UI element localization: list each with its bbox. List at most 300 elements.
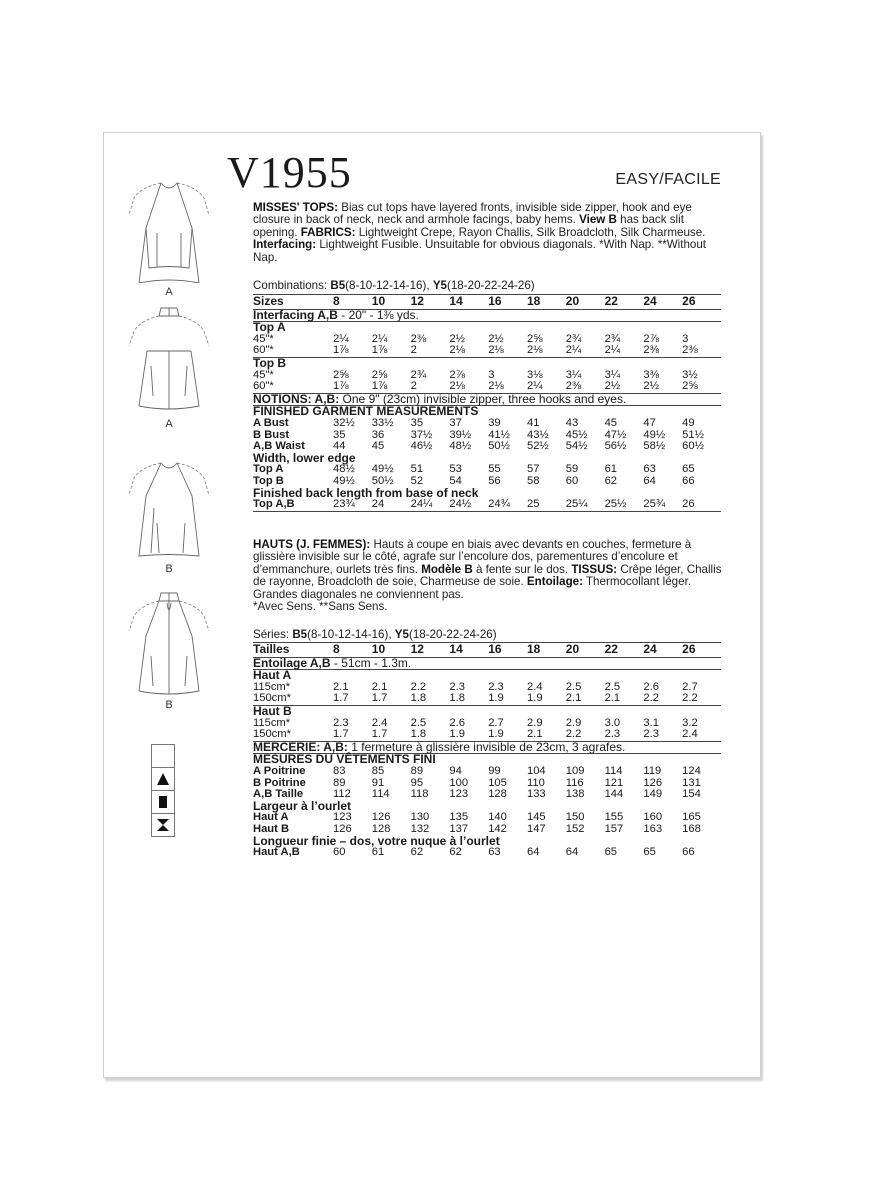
nap-note: *Avec Sens. **Sans Sens.	[253, 600, 388, 614]
value-cell: 2.3	[643, 729, 682, 741]
value-cell: 2½	[643, 381, 682, 393]
value-cell: 2.2	[643, 693, 682, 705]
value-cell: 2⅜	[410, 332, 427, 345]
line-drawings	[104, 133, 234, 1077]
combo-y5: Y5	[394, 628, 409, 641]
size-column-header: 20	[566, 295, 605, 310]
value-cell: 52	[410, 474, 424, 487]
description-text: Hauts à coupe en biais avec devants en couches, fermeture à glissière invisible sur le côté, agrafe sur l’encolure dos, parementures d’encolure et d’emmanchure, ourlets très fins.	[253, 538, 692, 576]
value-cell: 126	[371, 811, 391, 824]
value-cell: 142	[488, 822, 507, 835]
size-column-header: 8	[333, 295, 372, 310]
fabrics-text: Lightweight Crepe, Rayon Challis, Silk Broadcloth, Silk Charmeuse.	[355, 225, 706, 239]
section-label: Haut B	[253, 703, 292, 718]
top-a-section	[253, 322, 721, 334]
difficulty-label: EASY/FACILE	[615, 171, 721, 188]
value-cell: 1.8	[411, 729, 450, 741]
view-label: A	[165, 418, 173, 430]
value-cell: 3¼	[604, 368, 621, 381]
combo-b5: B5	[330, 279, 346, 292]
value-cell: 65	[682, 463, 695, 476]
value-cell: 2.5	[410, 716, 427, 729]
value-cell: 45	[371, 440, 385, 453]
value-cell: 121	[604, 776, 624, 789]
value-cell: 41	[526, 416, 540, 429]
interfacing-value: - 20" - 1⅜ yds.	[337, 307, 419, 322]
value-cell: 3.1	[643, 716, 659, 729]
value-cell: 2.5	[565, 680, 582, 693]
combo-y5-sizes: (18-20-22-24-26)	[447, 279, 535, 292]
value-cell: 2¾	[410, 368, 427, 381]
value-cell: 1.8	[449, 693, 488, 705]
value-cell: 61	[604, 463, 618, 476]
value-cell: 25¼	[566, 499, 605, 511]
value-cell: 131	[682, 776, 701, 789]
value-cell: 56½	[604, 440, 627, 453]
value-cell: 85	[371, 764, 385, 777]
value-cell: 2.1	[333, 680, 349, 693]
value-cell: 66	[682, 474, 695, 487]
value-cell: 39½	[449, 428, 472, 441]
value-cell: 46½	[410, 440, 433, 453]
view-label: A	[165, 286, 173, 298]
square-icon	[152, 790, 174, 813]
size-column-header: 16	[488, 643, 527, 658]
row-label: 115cm*	[253, 716, 291, 729]
pattern-envelope-back	[103, 132, 761, 1078]
value-cell: 2.3	[449, 680, 465, 693]
size-header-label: Sizes	[253, 295, 333, 310]
row-label: Top A	[253, 463, 284, 476]
row-label: Haut A	[253, 811, 289, 824]
size-column-header: 26	[682, 643, 721, 658]
value-cell: 2.4	[371, 716, 388, 729]
size-column-header: 8	[333, 643, 372, 658]
value-cell: 32½	[333, 416, 355, 429]
row-label: Top B	[253, 474, 284, 487]
value-cell: 58	[526, 474, 540, 487]
size-header-label: Tailles	[253, 643, 333, 658]
top-b-back-drawing	[119, 591, 219, 701]
value-cell: 2⅝	[333, 368, 349, 381]
value-cell: 144	[604, 788, 624, 801]
fabrics-label: FABRICS:	[300, 225, 356, 239]
value-cell: 2.1	[605, 693, 644, 705]
value-cell: 49½	[643, 428, 666, 441]
section-label: Width, lower edge	[253, 450, 356, 465]
top-b-section	[253, 357, 721, 369]
value-cell: 138	[565, 788, 585, 801]
value-cell: 109	[565, 764, 585, 777]
value-cell: 89	[410, 764, 424, 777]
size-column-header: 10	[372, 643, 411, 658]
value-cell: 49½	[371, 463, 394, 476]
value-cell: 26	[682, 499, 721, 511]
value-cell: 51	[410, 463, 424, 476]
value-cell: 112	[333, 788, 351, 801]
size-column-header: 14	[449, 295, 488, 310]
section-label: Top B	[253, 355, 287, 370]
value-cell: 49½	[333, 474, 355, 487]
triangle-up-icon	[152, 767, 174, 790]
section-label: Longueur finie – dos, votre nuque à l’ourlet	[253, 833, 500, 848]
value-cell: 24¾	[488, 499, 527, 511]
size-column-header: 18	[527, 643, 566, 658]
value-cell: 2⅜	[682, 345, 721, 357]
combo-b5: B5	[292, 628, 308, 641]
value-cell: 124	[682, 764, 701, 777]
value-cell: 3	[488, 368, 495, 381]
size-column-header: 22	[605, 643, 644, 658]
value-cell: 2⅛	[527, 345, 566, 357]
combo-y5: Y5	[432, 279, 447, 292]
size-column-header: 12	[411, 295, 450, 310]
data-row	[253, 693, 721, 705]
value-cell: 1.8	[411, 693, 450, 705]
french-combinations	[253, 628, 721, 641]
value-cell: 58½	[643, 440, 666, 453]
value-cell: 2½	[488, 332, 504, 345]
pattern-number: V1955	[227, 148, 352, 197]
row-label: A,B Waist	[253, 440, 305, 453]
data-row	[253, 345, 721, 357]
value-cell: 47	[643, 416, 656, 429]
value-cell: 39	[488, 416, 501, 429]
value-cell: 128	[488, 788, 507, 801]
value-cell: 2¼	[333, 332, 349, 345]
value-cell: 43	[565, 416, 579, 429]
value-cell: 23¾	[333, 499, 372, 511]
value-cell: 48½	[449, 440, 472, 453]
value-cell: 1⅞	[372, 345, 411, 357]
size-column-header: 24	[643, 643, 682, 658]
value-cell: 94	[449, 764, 462, 777]
value-cell: 65	[643, 846, 656, 859]
size-column-header: 18	[527, 295, 566, 310]
value-cell: 2¾	[604, 332, 621, 345]
value-cell: 160	[643, 811, 663, 824]
value-cell: 2.2	[410, 680, 427, 693]
value-cell: 2.7	[682, 680, 698, 693]
layout-symbols	[151, 744, 175, 837]
english-size-table	[253, 294, 721, 512]
value-cell: 99	[488, 764, 501, 777]
value-cell: 2⅝	[526, 332, 543, 345]
value-cell: 105	[488, 776, 507, 789]
value-cell: 2⅝	[371, 368, 388, 381]
interfacing-value: - 51cm - 1.3m.	[330, 655, 412, 670]
value-cell: 36	[371, 428, 385, 441]
fabrics-label: TISSUS:	[571, 562, 618, 576]
value-cell: 2.1	[527, 729, 566, 741]
value-cell: 83	[333, 764, 346, 777]
value-cell: 2¼	[527, 381, 566, 393]
value-cell: 52½	[526, 440, 549, 453]
value-cell: 119	[643, 764, 662, 777]
value-cell: 2.3	[333, 716, 349, 729]
value-cell: 2.6	[643, 680, 659, 693]
value-cell: 1.9	[488, 729, 527, 741]
value-cell: 110	[526, 776, 545, 789]
value-cell: 63	[643, 463, 656, 476]
value-cell: 62	[410, 846, 424, 859]
value-cell: 55	[488, 463, 501, 476]
combo-y5-sizes: (18-20-22-24-26)	[408, 628, 497, 641]
value-cell: 2.3	[605, 729, 644, 741]
value-cell: 1.7	[333, 693, 372, 705]
value-cell: 45½	[565, 428, 588, 441]
value-cell: 24¼	[411, 499, 450, 511]
size-column-header: 12	[411, 643, 450, 658]
value-cell: 1⅞	[333, 345, 372, 357]
value-cell: 126	[643, 776, 663, 789]
value-cell: 100	[449, 776, 469, 789]
value-cell: 2.9	[565, 716, 582, 729]
notions-label: MERCERIE: A,B:	[253, 739, 348, 754]
value-cell: 35	[333, 428, 346, 441]
value-cell: 3.0	[604, 716, 621, 729]
interfacing-label: Interfacing:	[253, 238, 317, 252]
value-cell: 50½	[488, 440, 510, 453]
view-b-label: Modèle B	[421, 562, 473, 576]
value-cell: 54½	[565, 440, 588, 453]
value-cell: 25¾	[643, 499, 682, 511]
value-cell: 130	[410, 811, 430, 824]
value-cell: 2¼	[371, 332, 388, 345]
row-label: 150cm*	[253, 729, 333, 741]
top-b-front-drawing	[119, 453, 219, 563]
value-cell: 2	[411, 345, 450, 357]
english-description	[253, 202, 723, 264]
value-cell: 2.2	[682, 693, 721, 705]
description-title: MISSES' TOPS:	[253, 201, 339, 214]
value-cell: 123	[333, 811, 352, 824]
value-cell: 123	[449, 788, 469, 801]
value-cell: 135	[449, 811, 469, 824]
value-cell: 3⅜	[643, 368, 659, 381]
value-cell: 132	[410, 822, 430, 835]
value-cell: 1⅞	[372, 381, 411, 393]
value-cell: 47½	[604, 428, 627, 441]
row-label: A Bust	[253, 416, 289, 429]
interfacing-label: Entoilage:	[526, 575, 583, 589]
value-cell: 104	[526, 764, 546, 777]
value-cell: 168	[682, 822, 701, 835]
value-cell: 1.9	[449, 729, 488, 741]
value-cell: 37	[449, 416, 462, 429]
value-cell: 2.4	[526, 680, 543, 693]
value-cell: 2⅛	[488, 345, 527, 357]
value-cell: 2½	[449, 332, 465, 345]
interfacing-row	[253, 309, 721, 322]
row-label: B Poitrine	[253, 776, 306, 789]
value-cell: 41½	[488, 428, 510, 441]
value-cell: 1.9	[488, 693, 527, 705]
value-cell: 2	[411, 381, 450, 393]
french-description	[253, 539, 727, 613]
value-cell: 116	[565, 776, 584, 789]
value-cell: 137	[449, 822, 469, 835]
top-a-back-drawing	[119, 306, 219, 416]
value-cell: 91	[371, 776, 385, 789]
value-cell: 2.1	[371, 680, 388, 693]
value-cell: 3	[682, 332, 689, 345]
value-cell: 154	[682, 788, 701, 801]
row-label: Haut B	[253, 822, 290, 835]
value-cell: 62	[604, 474, 618, 487]
row-label: A,B Taille	[253, 788, 304, 801]
value-cell: 44	[333, 440, 346, 453]
french-size-table	[253, 642, 721, 859]
value-cell: 2⅛	[449, 381, 488, 393]
section-label: MESURES DU VÊTEMENTS FINI	[253, 752, 436, 767]
value-cell: 54	[449, 474, 462, 487]
value-cell: 56	[488, 474, 501, 487]
value-cell: 50½	[371, 474, 394, 487]
value-cell: 66	[682, 846, 695, 859]
value-cell: 24	[372, 499, 411, 511]
value-cell: 3.2	[682, 716, 698, 729]
value-cell: 62	[449, 846, 462, 859]
size-column-header: 20	[566, 643, 605, 658]
row-label: 45"*	[253, 332, 274, 345]
value-cell: 150	[565, 811, 585, 824]
value-cell: 60	[565, 474, 579, 487]
sketch-view-b-back	[119, 591, 219, 711]
interfacing-cell	[253, 309, 721, 322]
size-column-header: 22	[605, 295, 644, 310]
blank-symbol	[152, 745, 174, 767]
value-cell: 61	[371, 846, 385, 859]
value-cell: 114	[604, 764, 623, 777]
value-cell: 33½	[371, 416, 394, 429]
value-cell: 64	[565, 846, 579, 859]
value-cell: 53	[449, 463, 462, 476]
data-row	[253, 418, 721, 430]
value-cell: 63	[488, 846, 501, 859]
value-cell: 145	[526, 811, 546, 824]
view-label: B	[165, 699, 173, 711]
value-cell: 64	[526, 846, 540, 859]
value-cell: 126	[333, 822, 352, 835]
value-cell: 1.7	[372, 729, 411, 741]
row-label: 45"*	[253, 368, 274, 381]
value-cell: 49	[682, 416, 695, 429]
data-row	[253, 766, 721, 778]
value-cell: 149	[643, 788, 663, 801]
value-cell: 155	[604, 811, 624, 824]
value-cell: 2.2	[566, 729, 605, 741]
value-cell: 3½	[682, 368, 698, 381]
sketch-view-b-front	[119, 453, 219, 575]
value-cell: 37½	[410, 428, 433, 441]
interfacing-row	[253, 657, 721, 670]
value-cell: 65	[604, 846, 618, 859]
row-label: 60"*	[253, 345, 333, 357]
value-cell: 147	[526, 822, 546, 835]
value-cell: 51½	[682, 428, 704, 441]
description-title: HAUTS (J. FEMMES):	[253, 538, 371, 551]
size-column-header: 26	[682, 295, 721, 310]
value-cell: 2.6	[449, 716, 465, 729]
section-label: Largeur à l’ourlet	[253, 798, 352, 813]
value-cell: 2⅞	[643, 332, 659, 345]
english-combinations	[253, 279, 721, 292]
value-cell: 163	[643, 822, 663, 835]
section-label: Finished back length from base of neck	[253, 485, 479, 500]
value-cell: 95	[410, 776, 424, 789]
combo-b5-sizes: (8-10-12-14-16),	[307, 628, 395, 641]
value-cell: 152	[565, 822, 585, 835]
section-label: FINISHED GARMENT MEASUREMENTS	[253, 404, 479, 419]
value-cell: 45	[604, 416, 618, 429]
value-cell: 157	[604, 822, 624, 835]
description-text: has back slit opening.	[253, 213, 684, 239]
view-label: B	[165, 563, 173, 575]
value-cell: 2.7	[488, 716, 504, 729]
notions-text: One 9" (23cm) invisible zipper, three hooks and eyes.	[339, 391, 627, 406]
interfacing-text: Thermocollant léger. Grandes diagonales ne conviennent pas.	[253, 575, 692, 601]
value-cell: 59	[565, 463, 579, 476]
value-cell: 2¼	[605, 345, 644, 357]
value-cell: 133	[526, 788, 546, 801]
sketch-view-a-front	[119, 173, 219, 298]
value-cell: 165	[682, 811, 701, 824]
combinations-label: Séries:	[253, 628, 293, 641]
hourglass-icon	[152, 813, 174, 836]
description-text: Bias cut tops have layered fronts, invisible side zipper, hook and eye closure in back of neck, neck and armhole facings, baby hems.	[253, 201, 692, 227]
value-cell: 3¼	[565, 368, 582, 381]
row-label: 60"*	[253, 381, 333, 393]
data-row	[253, 499, 721, 511]
value-cell: 2⅛	[449, 345, 488, 357]
value-cell: 1.7	[372, 693, 411, 705]
value-cell: 2⅛	[488, 381, 527, 393]
section-label: Haut A	[253, 668, 292, 683]
sketch-view-a-back	[119, 306, 219, 430]
interfacing-label: Interfacing A,B	[253, 307, 338, 322]
row-label: 115cm*	[253, 680, 291, 693]
value-cell: 60½	[682, 440, 704, 453]
value-cell: 2.5	[604, 680, 621, 693]
description-text: à fente sur le dos.	[472, 562, 572, 576]
size-column-header: 16	[488, 295, 527, 310]
value-cell: 57	[526, 463, 540, 476]
interfacing-text: Lightweight Fusible. Unsuitable for obvious diagonals. *With Nap. **Without Nap.	[253, 238, 707, 264]
value-cell: 89	[333, 776, 346, 789]
value-cell: 2¾	[565, 332, 582, 345]
size-column-header: 10	[372, 295, 411, 310]
value-cell: 1.9	[527, 693, 566, 705]
value-cell: 2.4	[682, 729, 721, 741]
value-cell: 2.1	[566, 693, 605, 705]
value-cell: 2⅜	[643, 345, 682, 357]
value-cell: 2⅞	[449, 368, 465, 381]
value-cell: 2.9	[526, 716, 543, 729]
row-label: Haut A,B	[253, 846, 300, 859]
interfacing-label: Entoilage A,B	[253, 655, 331, 670]
size-column-header: 24	[643, 295, 682, 310]
row-label: A Poitrine	[253, 764, 306, 777]
top-a-section	[253, 670, 721, 682]
combo-b5-sizes: (8-10-12-14-16),	[345, 279, 433, 292]
view-b-label: View B	[579, 213, 617, 227]
value-cell: 24½	[449, 499, 488, 511]
top-a-front-drawing	[119, 173, 219, 283]
value-cell: 128	[371, 822, 391, 835]
value-cell: 140	[488, 811, 507, 824]
value-cell: 2.3	[488, 680, 504, 693]
